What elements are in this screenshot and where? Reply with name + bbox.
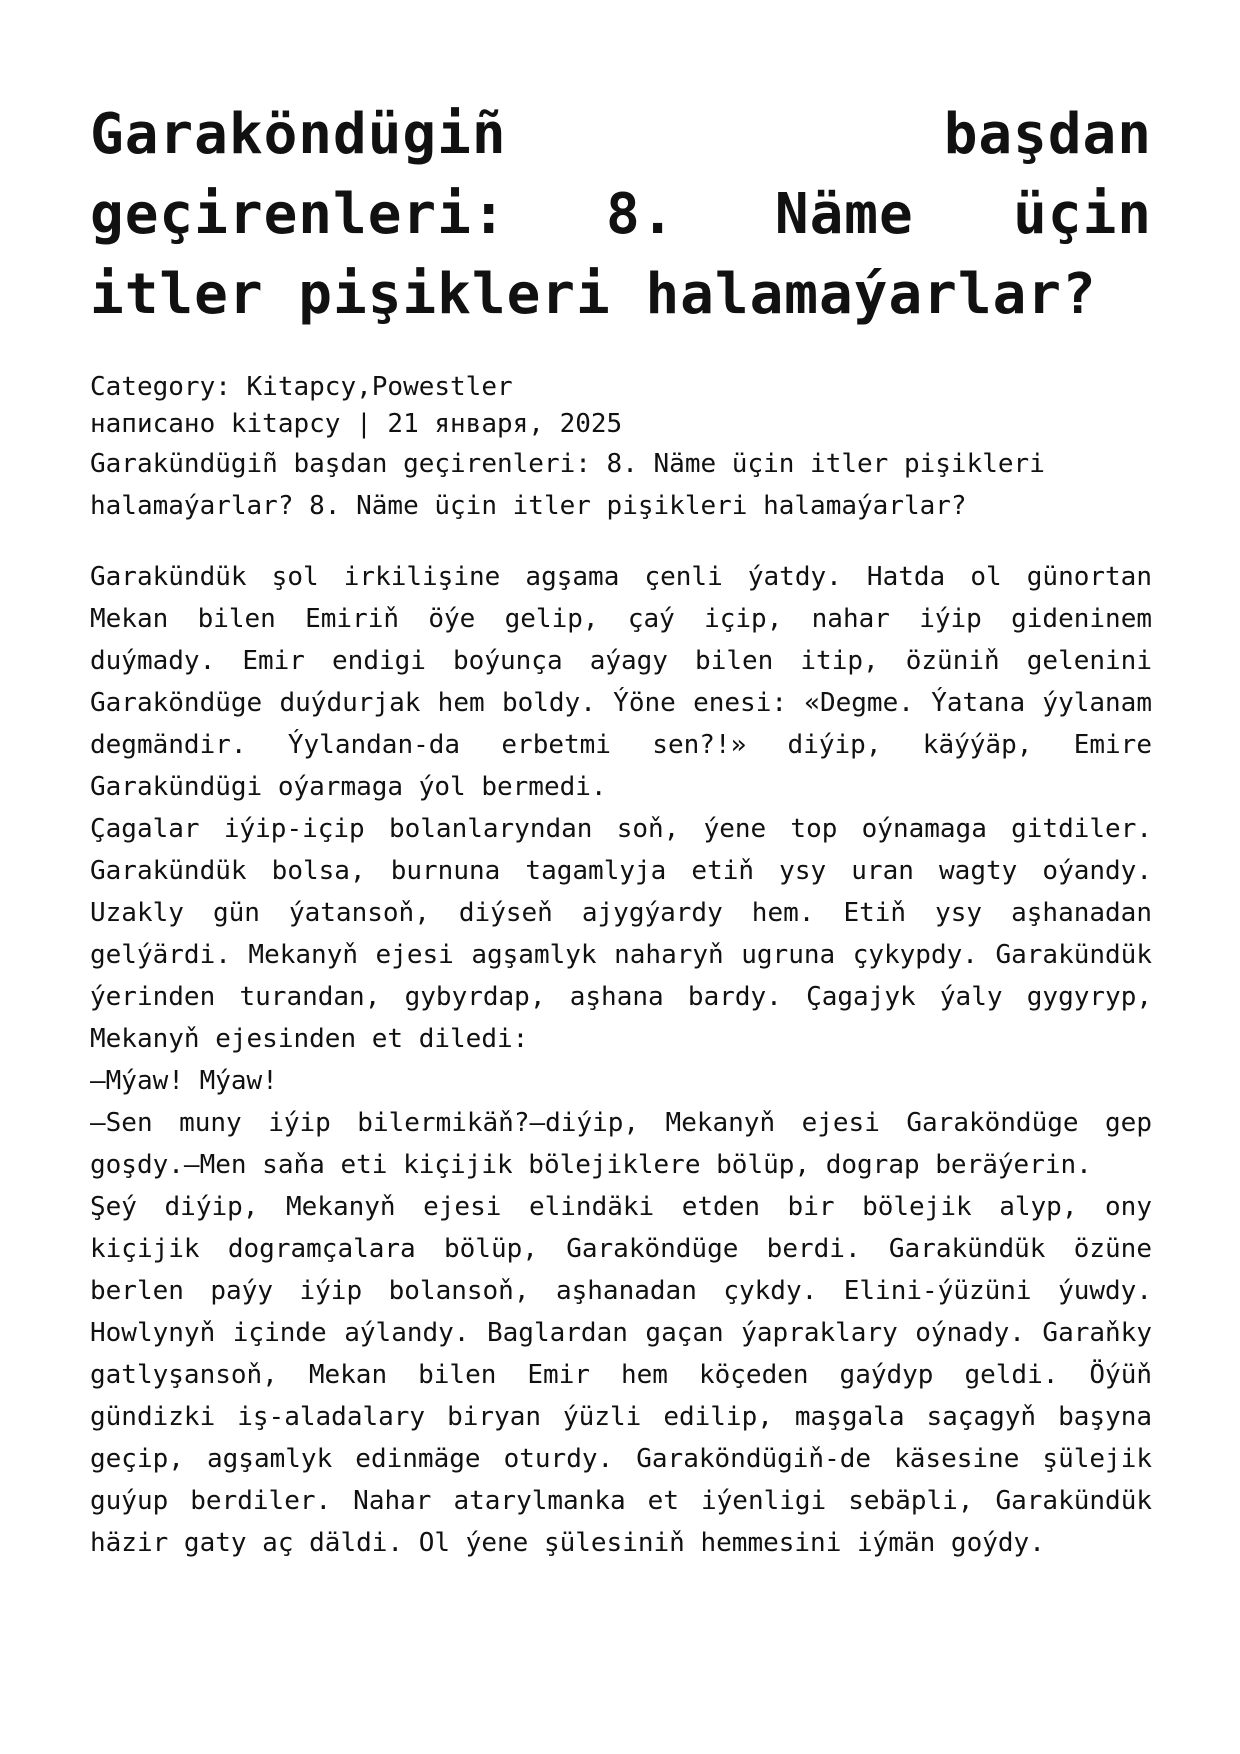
paragraph: —Mýaw! Mýaw!	[90, 1066, 278, 1096]
byline: написано kitapcy | 21 января, 2025	[90, 409, 623, 439]
paragraph: Çagalar iýip-içip bolanlaryndan soň, ýene top oýnamaga gitdiler. Garakündük bolsa, burnuna tagamlyja etiň ysy uran wagty oýandy. Uzakly gün ýatansoň, diýseň ajygýardy hem. Etiň ysy aşhanadan gelýärdi. Mekanyň ejesi agşamlyk naharyň ugruna çykypdy. Garakündük ýerinden turandan, gybyrdap, aşhana bardy. Çagajyk ýaly gygyryp, Mekanyň ejesinden et diledi:	[90, 814, 1152, 1054]
category-line: Category: Kitapcy,Powestler	[90, 372, 513, 402]
article	[90, 95, 1152, 1564]
post-title: Garaköndügiñ başdan geçirenleri: 8. Näme üçin itler pişikleri halamaýarlar?	[90, 102, 1152, 327]
paragraph: Garakündük şol irkilişine agşama çenli ýatdy. Hatda ol günortan Mekan bilen Emiriň öýe gelip, çaý içip, nahar iýip gideninem duýmady. Emir endigi boýunça aýagy bilen itip, özüniň gelenini Garaköndüge duýdurjak hem boldy. Ýöne enesi: «Degme. Ýatana ýylanam degmändir. Ýylandan-da erbetmi sen?!» diýip, käýýäp, Emire Garakündügi oýarmaga ýol bermedi.	[90, 562, 1152, 802]
paragraph: Şeý diýip, Mekanyň ejesi elindäki etden bir bölejik alyp, ony kiçijik dogramçalara bölüp, Garaköndüge berdi. Garakündük özüne berlen paýy iýip bolansoň, aşhanadan çykdy. Elini-ýüzüni ýuwdy. Howlynyň içinde aýlandy. Baglardan gaçan ýapraklary oýnady. Garaňky gatlyşansoň, Mekan bilen Emir hem köçeden gaýdyp geldi. Öýüň gündizki iş-aladalary biryan ýüzli edilip, maşgala saçagyň başyna geçip, agşamlyk edinmäge oturdy. Garaköndügiň-de käsesine şülejik guýup berdiler. Nahar atarylmanka et iýenligi sebäpli, Garakündük häzir gaty aç däldi. Ol ýene şülesiniň hemmesini iýmän goýdy.	[90, 1192, 1152, 1558]
post-body	[90, 556, 1152, 1564]
post-lead: Garakündügiñ başdan geçirenleri: 8. Näme üçin itler pişikleri halamaýarlar? 8. Näme üçin itler pişikleri halamaýarlar?	[90, 449, 1045, 521]
paragraph: —Sen muny iýip bilermikäň?—diýip, Mekanyň ejesi Garaköndüge gep goşdy.—Men saňa eti kiçijik bölejiklere bölüp, dograp beräýerin.	[90, 1108, 1152, 1180]
post-meta	[90, 369, 1152, 443]
